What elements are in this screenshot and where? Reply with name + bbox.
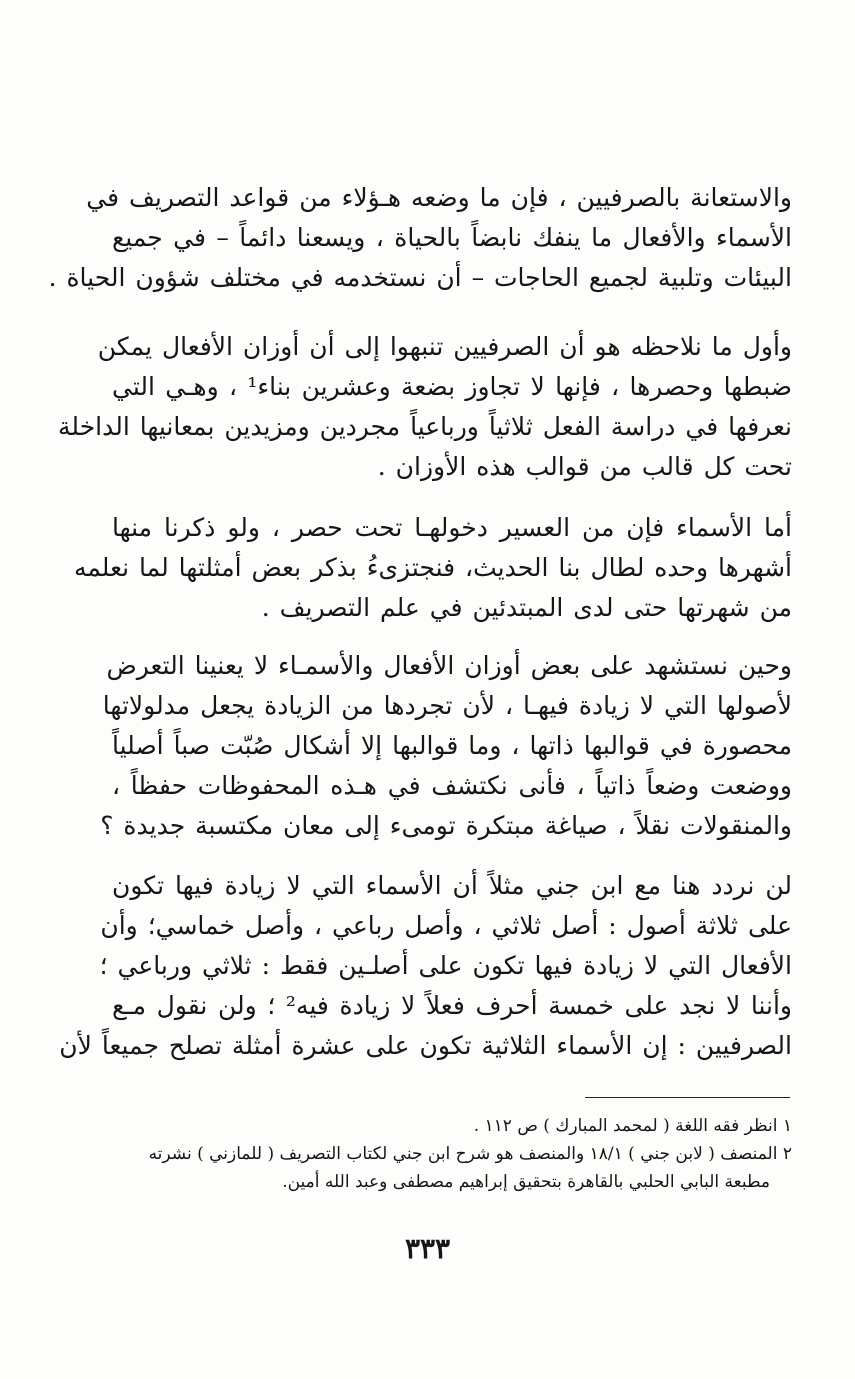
footnote-1: ١ انظر فقه اللغة ( لمحمد المبارك ) ص ١١٢ . [473, 1116, 792, 1136]
paragraph-4 [100, 646, 792, 846]
text-line: وحين نستشهد على بعض أوزان الأفعال والأسمـاء لا يعنينا التعرض [106, 651, 792, 680]
text-line: أشهرها وحده لطال بنا الحديث، فنجتزىءُ بذكر بعض أمثلتها لما نعلمه [73, 553, 792, 582]
paragraph-5 [59, 866, 792, 1066]
footnote-2: ٢ المنصف ( لابن جني ) ١٨/١ والمنصف هو شرح ابن جني لكتاب التصريف ( للمازني ) نشرته [148, 1144, 792, 1164]
text-line: محصورة في قوالبها ذاتها ، وما قوالبها إلا أشكال صُبّت صباً أصلياً [112, 731, 792, 760]
text-line: وأننا لا نجد على خمسة أحرف فعلاً لا زيادة فيه² ؛ ولن نقول مـع [112, 991, 792, 1020]
text-line: وأول ما نلاحظه هو أن الصرفيين تنبهوا إلى أن أوزان الأفعال يمكن [97, 332, 792, 361]
text-line: أما الأسماء فإن من العسير دخولهـا تحت حصر ، ولو ذكرنا منها [112, 513, 792, 542]
footnotes [112, 1112, 792, 1196]
page-number: ٣٣٣ [404, 1232, 451, 1265]
text-line: نعرفها في دراسة الفعل ثلاثياً ورباعياً مجردين ومزيدين بمعانيها الداخلة [58, 412, 792, 441]
text-line: الصرفيين : إن الأسماء الثلاثية تكون على عشرة أمثلة تصلح جميعاً لأن [59, 1031, 792, 1060]
paragraph-1 [48, 178, 792, 298]
text-line: والاستعانة بالصرفيين ، فإن ما وضعه هـؤلاء من قواعد التصريف في [86, 183, 792, 212]
footnote-2-continued: مطبعة البابي الحلبي بالقاهرة بتحقيق إبراهيم مصطفى وعبد الله أمين. [282, 1172, 770, 1192]
text-line: لن نردد هنا مع ابن جني مثلاً أن الأسماء التي لا زيادة فيها تكون [112, 871, 792, 900]
text-line: ووضعت وضعاً ذاتياً ، فأنى نكتشف في هـذه المحفوظات حفظاً ، [112, 771, 792, 800]
text-line: ضبطها وحصرها ، فإنها لا تجاوز بضعة وعشرين بناء¹ ، وهـي التي [112, 372, 792, 401]
text-line: من شهرتها حتى لدى المبتدئين في علم التصريف . [261, 593, 792, 622]
text-line: تحت كل قالب من قوالب هذه الأوزان . [377, 452, 792, 481]
paragraph-3 [73, 508, 792, 628]
text-line: على ثلاثة أصول : أصل ثلاثي ، وأصل رباعي ، وأصل خماسي؛ وأن [100, 911, 792, 940]
text-line: الأفعال التي لا زيادة فيها تكون على أصلـين فقط : ثلاثي ورباعي ؛ [99, 951, 792, 980]
footnote-divider [585, 1097, 790, 1098]
text-line: والمنقولات نقلاً ، صياغة مبتكرة تومىء إلى معان مكتسبة جديدة ؟ [100, 811, 792, 840]
paragraph-2 [58, 327, 792, 487]
text-line: البيئات وتلبية لجميع الحاجات – أن نستخدمه في مختلف شؤون الحياة . [48, 263, 792, 292]
text-line: لأصولها التي لا زيادة فيهـا ، لأن تجردها من الزيادة يجعل مدلولاتها [102, 691, 792, 720]
text-line: الأسماء والأفعال ما ينفك نابضاً بالحياة ، ويسعنا دائماً – في جميع [112, 223, 792, 252]
